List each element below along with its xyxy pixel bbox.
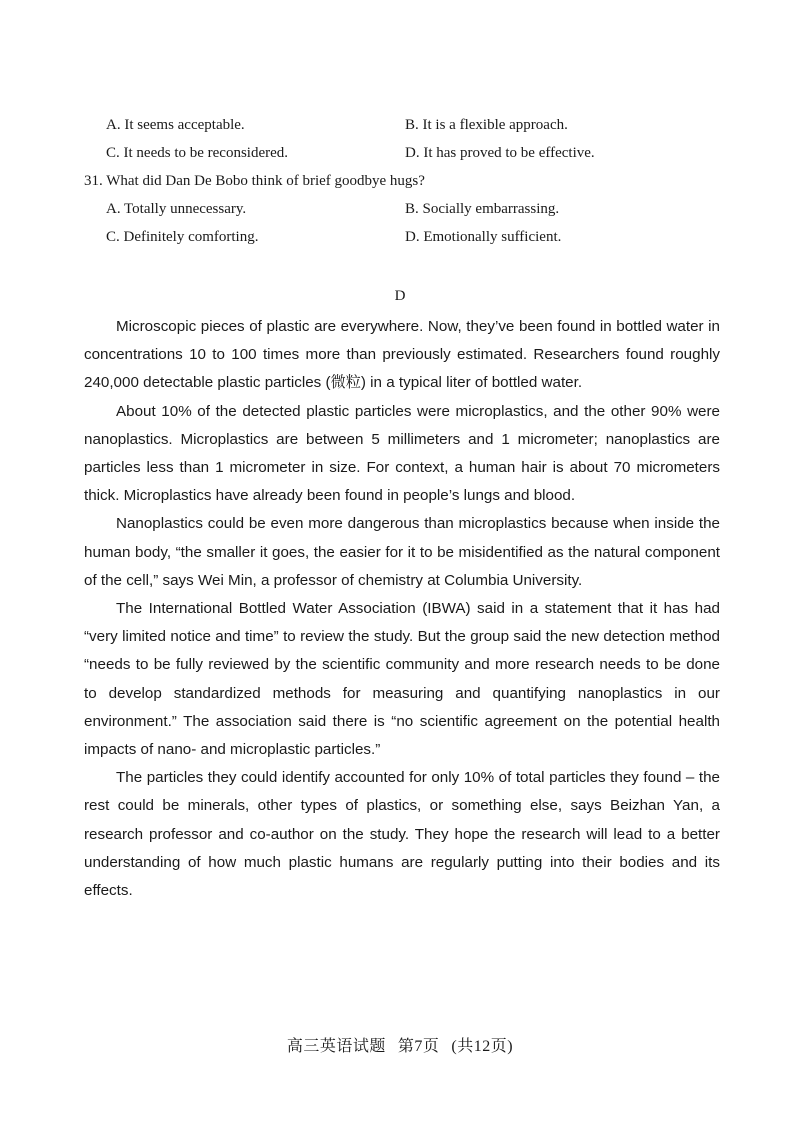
q30-option-d[interactable]: D. It has proved to be effective. [405,145,595,161]
passage-paragraph-1: Microscopic pieces of plastic are everywhere. Now, they’ve been found in bottled water in concentrations 10 to 100 times more than previously estimated. Researchers found roughly 240,000 detectable plastic particles (微粒) in a typical liter of bottled water. [84,318,720,392]
footer-total: (共12页) [451,1038,514,1055]
q31-option-d[interactable]: D. Emotionally sufficient. [405,229,562,245]
passage-paragraph-3: Nanoplastics could be even more dangerous than microplastics because when inside the human body, “the smaller it goes, the easier for it to be misidentified as the natural component of the cell,” says Wei Min, a professor of chemistry at Columbia University. [84,515,720,589]
passage-paragraph-2: About 10% of the detected plastic particles were microplastics, and the other 90% were nanoplastics. Microplastics are between 5 millimeters and 1 micrometer; nanoplastics are particles less than 1 micrometer in size. For context, a human hair is about 70 micrometers thick. Microplastics have already been found in people’s lungs and blood. [84,402,720,505]
q30-option-c[interactable]: C. It needs to be reconsidered. [106,145,289,161]
q31-option-b[interactable]: B. Socially embarrassing. [405,201,560,217]
q31-option-c[interactable]: C. Definitely comforting. [106,229,259,245]
reading-passage [84,313,720,905]
q31-stem: 31. What did Dan De Bobo think of brief goodbye hugs? [84,173,425,189]
section-heading: D [394,288,406,304]
q30-option-b[interactable]: B. It is a flexible approach. [405,117,568,133]
q31-option-a[interactable]: A. Totally unnecessary. [106,201,247,217]
q30-option-a[interactable]: A. It seems acceptable. [106,117,245,133]
page-footer [0,1033,800,1056]
passage-paragraph-5: The particles they could identify accounted for only 10% of total particles they found – the rest could be minerals, other types of plastics, or something else, says Beizhan Yan, a research professor and co-author on the study. They hope the research will lead to a better understanding of how much plastic humans are regularly putting into their bodies and its effects. [84,769,720,900]
footer-title: 高三英语试题 [286,1038,386,1055]
footer-page: 第7页 [397,1038,440,1055]
passage-paragraph-4: The International Bottled Water Association (IBWA) said in a statement that it has had “very limited notice and time” to review the study. But the group said the new detection method “needs to be fully reviewed by the scientific community and more research needs to be done to develop standardized methods for measuring and quantifying nanoplastics in our environment.” The association said there is “no scientific agreement on the potential health impacts of nano- and microplastic particles.” [84,600,720,759]
